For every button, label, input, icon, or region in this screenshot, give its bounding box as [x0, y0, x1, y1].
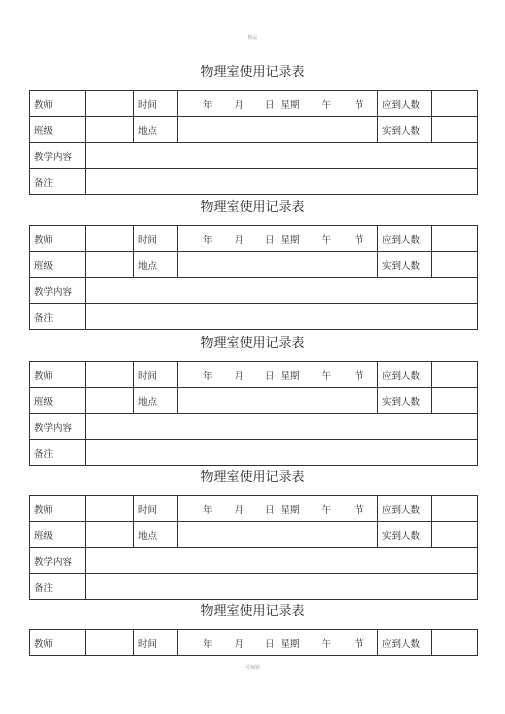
content-value-cell[interactable]: [86, 414, 478, 440]
month-label: 月: [234, 234, 245, 246]
usage-record-table: [29, 225, 478, 330]
expected-count-cell[interactable]: [432, 226, 478, 252]
location-value-cell[interactable]: [178, 252, 378, 278]
day-label: 日: [265, 370, 275, 382]
month-label: 月: [234, 504, 245, 516]
row-remarks: [30, 440, 478, 466]
month-label: 月: [234, 99, 245, 111]
teacher-label: 教师: [30, 226, 86, 252]
content-label: 教学内容: [30, 143, 86, 169]
datetime-cell[interactable]: [178, 630, 378, 656]
noon-label: 午: [321, 99, 332, 111]
class-value-cell[interactable]: [86, 252, 134, 278]
page-header-note: 精品: [247, 35, 258, 41]
content-value-cell[interactable]: [86, 143, 478, 169]
form-title: 物理室使用记录表: [200, 470, 305, 485]
period-label: 节: [354, 638, 364, 650]
teacher-value-cell[interactable]: [86, 226, 134, 252]
day-label: 日: [265, 234, 275, 246]
year-label: 年: [203, 504, 213, 516]
teacher-value-cell[interactable]: [86, 362, 134, 388]
teacher-value-cell[interactable]: [86, 630, 134, 656]
row-content: [30, 548, 478, 574]
weekday-label: 星期: [280, 638, 300, 650]
content-value-cell[interactable]: [86, 278, 478, 304]
actual-count-label: 实到人数: [378, 522, 432, 548]
row-content: [30, 278, 478, 304]
weekday-label: 星期: [280, 234, 300, 246]
content-value-cell[interactable]: [86, 548, 478, 574]
datetime-cell[interactable]: [178, 91, 378, 117]
expected-count-cell[interactable]: [432, 362, 478, 388]
teacher-label: 教师: [30, 630, 86, 656]
class-label: 班级: [30, 522, 86, 548]
weekday-label: 星期: [280, 99, 300, 111]
class-label: 班级: [30, 388, 86, 414]
period-label: 节: [354, 234, 364, 246]
row-remarks: [30, 169, 478, 195]
row-teacher-time: [30, 226, 478, 252]
row-teacher-time: [30, 362, 478, 388]
class-label: 班级: [30, 117, 86, 143]
teacher-label: 教师: [30, 91, 86, 117]
row-teacher-time: [30, 91, 478, 117]
datetime-cell[interactable]: [178, 496, 378, 522]
remarks-value-cell[interactable]: [86, 169, 478, 195]
row-teacher-time: [30, 496, 478, 522]
noon-label: 午: [321, 638, 332, 650]
period-label: 节: [354, 370, 364, 382]
form-title: 物理室使用记录表: [200, 604, 305, 619]
remarks-label: 备注: [30, 574, 86, 600]
time-label: 时间: [134, 362, 178, 388]
class-label: 班级: [30, 252, 86, 278]
remarks-label: 备注: [30, 169, 86, 195]
day-label: 日: [265, 638, 275, 650]
time-label: 时间: [134, 496, 178, 522]
noon-label: 午: [321, 234, 332, 246]
actual-count-cell[interactable]: [432, 117, 478, 143]
row-content: [30, 414, 478, 440]
month-label: 月: [234, 370, 245, 382]
actual-count-cell[interactable]: [432, 522, 478, 548]
datetime-cell[interactable]: [178, 226, 378, 252]
month-label: 月: [234, 638, 245, 650]
teacher-label: 教师: [30, 496, 86, 522]
actual-count-label: 实到人数: [378, 252, 432, 278]
expected-count-label: 应到人数: [378, 362, 432, 388]
location-label: 地点: [134, 522, 178, 548]
period-label: 节: [354, 504, 364, 516]
usage-record-table: [29, 361, 478, 466]
usage-record-table: [29, 495, 478, 600]
class-value-cell[interactable]: [86, 117, 134, 143]
form-title: 物理室使用记录表: [200, 336, 305, 351]
row-content: [30, 143, 478, 169]
noon-label: 午: [321, 370, 332, 382]
year-label: 年: [203, 234, 213, 246]
time-label: 时间: [134, 630, 178, 656]
day-label: 日: [265, 504, 275, 516]
expected-count-label: 应到人数: [378, 91, 432, 117]
year-label: 年: [203, 99, 213, 111]
datetime-cell[interactable]: [178, 362, 378, 388]
row-remarks: [30, 574, 478, 600]
actual-count-cell[interactable]: [432, 388, 478, 414]
expected-count-cell[interactable]: [432, 91, 478, 117]
content-label: 教学内容: [30, 414, 86, 440]
location-value-cell[interactable]: [178, 522, 378, 548]
location-value-cell[interactable]: [178, 117, 378, 143]
class-value-cell[interactable]: [86, 522, 134, 548]
year-label: 年: [203, 370, 213, 382]
teacher-label: 教师: [30, 362, 86, 388]
row-remarks: [30, 304, 478, 330]
location-label: 地点: [134, 117, 178, 143]
expected-count-label: 应到人数: [378, 496, 432, 522]
teacher-value-cell[interactable]: [86, 91, 134, 117]
row-class-location: [30, 522, 478, 548]
actual-count-label: 实到人数: [378, 117, 432, 143]
location-label: 地点: [134, 252, 178, 278]
page-footer-note: 可编辑: [244, 665, 260, 671]
row-class-location: [30, 117, 478, 143]
period-label: 节: [354, 99, 364, 111]
usage-record-table: [29, 629, 478, 656]
noon-label: 午: [321, 504, 332, 516]
form-title: 物理室使用记录表: [200, 200, 305, 215]
remarks-value-cell[interactable]: [86, 440, 478, 466]
expected-count-label: 应到人数: [378, 630, 432, 656]
remarks-value-cell[interactable]: [86, 574, 478, 600]
content-label: 教学内容: [30, 548, 86, 574]
row-class-location: [30, 252, 478, 278]
usage-record-table: [29, 90, 478, 195]
remarks-value-cell[interactable]: [86, 304, 478, 330]
location-value-cell[interactable]: [178, 388, 378, 414]
actual-count-cell[interactable]: [432, 252, 478, 278]
expected-count-label: 应到人数: [378, 226, 432, 252]
actual-count-label: 实到人数: [378, 388, 432, 414]
time-label: 时间: [134, 91, 178, 117]
location-label: 地点: [134, 388, 178, 414]
remarks-label: 备注: [30, 440, 86, 466]
weekday-label: 星期: [280, 504, 300, 516]
teacher-value-cell[interactable]: [86, 496, 134, 522]
expected-count-cell[interactable]: [432, 630, 478, 656]
form-title: 物理室使用记录表: [200, 65, 305, 80]
class-value-cell[interactable]: [86, 388, 134, 414]
content-label: 教学内容: [30, 278, 86, 304]
weekday-label: 星期: [280, 370, 300, 382]
year-label: 年: [203, 638, 213, 650]
row-class-location: [30, 388, 478, 414]
expected-count-cell[interactable]: [432, 496, 478, 522]
day-label: 日: [265, 99, 275, 111]
remarks-label: 备注: [30, 304, 86, 330]
row-teacher-time: [30, 630, 478, 656]
time-label: 时间: [134, 226, 178, 252]
